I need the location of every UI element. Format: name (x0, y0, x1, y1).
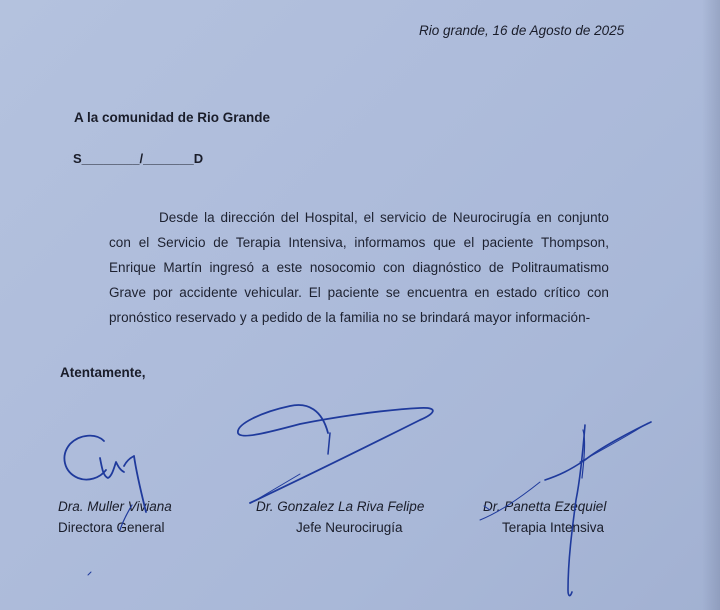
letter-body-text: Desde la dirección del Hospital, el servicio de Neurocirugía en conjunto con el Servicio de Terapia Intensiva, informamos que el paciente Thompson, Enrique Martín ingresó a este nosocomio con diagnóstico de Politraumatismo Grave por accidente vehicular. El paciente se encuentra en estado crítico con pronóstico reservado y a pedido de la familia no se brindará mayor información- (109, 210, 609, 325)
closing-line: Atentamente, (60, 365, 146, 380)
salutation-line: S________/_______D (73, 151, 204, 166)
date-line: Rio grande, 16 de Agosto de 2025 (419, 23, 625, 38)
signatory-3-role: Terapia Intensiva (502, 520, 605, 535)
signatory-2-role: Jefe Neurocirugía (296, 520, 403, 535)
signatory-3-name: Dr. Panetta Ezequiel (483, 499, 607, 514)
letter-body (109, 205, 609, 330)
page-edge-shadow (702, 0, 720, 610)
signatory-1-name: Dra. Muller Viviana (58, 499, 172, 514)
signature-gonzalez-icon (238, 405, 433, 503)
recipient-line: A la comunidad de Rio Grande (74, 110, 271, 125)
signatory-1-role: Directora General (58, 520, 165, 535)
signatory-2-name: Dr. Gonzalez La Riva Felipe (256, 499, 425, 514)
